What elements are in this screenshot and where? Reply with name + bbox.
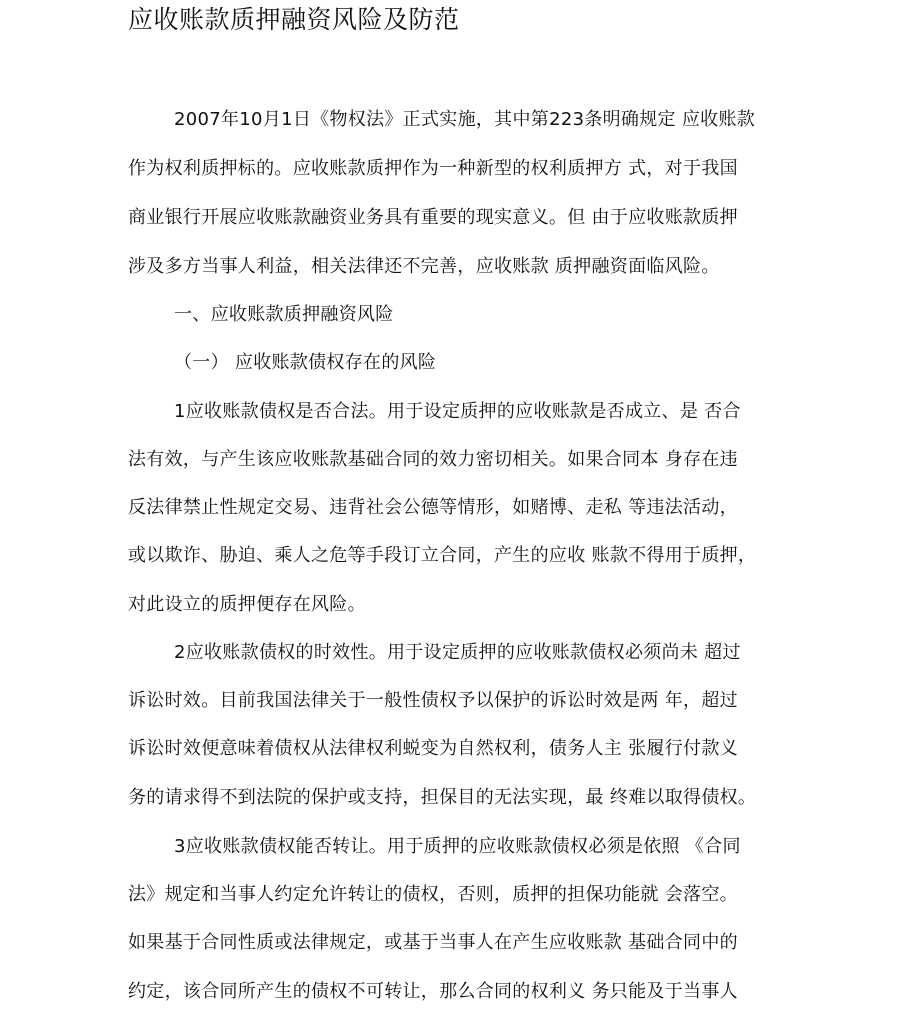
paragraph-3-line-2: 诉讼时效。目前我国法律关于一般性债权予以保护的诉讼时效是两 年，超过	[128, 690, 738, 711]
paragraph-1-line-4: 涉及多方当事人利益，相关法律还不完善，应收账款 质押融资面临风险。	[128, 256, 720, 277]
subsection-heading: （一） 应收账款债权存在的风险	[174, 352, 437, 373]
paragraph-4-line-1: 3应收账款债权能否转让。用于质押的应收账款债权必须是依照 《合同	[174, 836, 741, 857]
section-heading: 一、应收账款质押融资风险	[174, 304, 394, 325]
document-title: 应收账款质押融资风险及防范	[128, 5, 460, 34]
paragraph-2-line-2: 法有效，与产生该应收账款基础合同的效力密切相关。如果合同本 身存在违	[128, 449, 738, 470]
paragraph-2-line-5: 对此设立的质押便存在风险。	[128, 594, 366, 615]
paragraph-4-line-4: 约定，该合同所产生的债权不可转让，那么合同的权利义 务只能及于当事人	[128, 981, 738, 1002]
paragraph-3-line-4: 务的请求得不到法院的保护或支持，担保目的无法实现，最 终难以取得债权。	[128, 787, 757, 808]
paragraph-4-line-3: 如果基于合同性质或法律规定，或基于当事人在产生应收账款 基础合同中的	[128, 932, 738, 953]
paragraph-2-line-3: 反法律禁止性规定交易、违背社会公德等情形，如赌博、走私 等违法活动，	[128, 497, 738, 518]
paragraph-1-line-2: 作为权利质押标的。应收账款质押作为一种新型的权利质押方 式，对于我国	[128, 158, 738, 179]
paragraph-2-line-1: 1应收账款债权是否合法。用于设定质押的应收账款是否成立、是 否合	[174, 401, 741, 422]
paragraph-1-line-3: 商业银行开展应收账款融资业务具有重要的现实意义。但 由于应收账款质押	[128, 207, 738, 228]
paragraph-2-line-4: 或以欺诈、胁迫、乘人之危等手段订立合同，产生的应收 账款不得用于质押，	[128, 545, 757, 566]
paragraph-3-line-3: 诉讼时效便意味着债权从法律权利蜕变为自然权利，债务人主 张履行付款义	[128, 738, 738, 759]
paragraph-4-line-2: 法》规定和当事人约定允许转让的债权，否则，质押的担保功能就 会落空。	[128, 884, 738, 905]
paragraph-1-line-1: 2007年10月1日《物权法》正式实施，其中第223条明确规定 应收账款	[174, 109, 756, 130]
paragraph-3-line-1: 2应收账款债权的时效性。用于设定质押的应收账款债权必须尚未 超过	[174, 642, 741, 663]
